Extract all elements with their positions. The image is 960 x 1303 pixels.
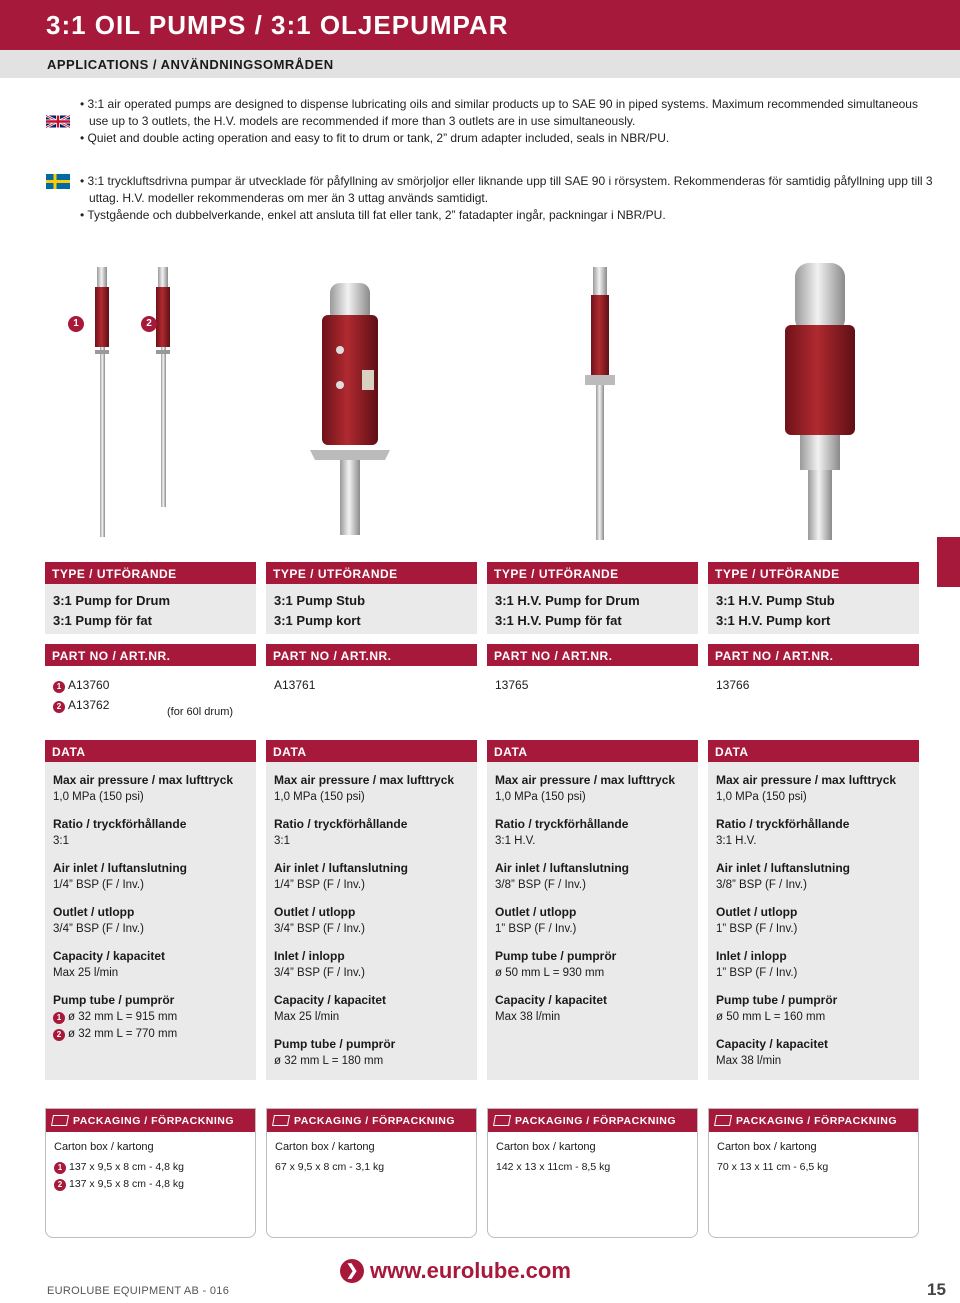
data-header: DATA [266,740,477,762]
data-value: 1,0 MPa (150 psi) [495,791,586,803]
data-value: 1” BSP (F / Inv.) [495,923,577,935]
data-label: Pump tube / pumprör [53,993,175,1007]
data-label: Max air pressure / max lufttryck [716,773,897,787]
intro-en-bullet: • Quiet and double acting operation and easy to fit to drum or tank, 2” drum adapter included, seals in NBR/PU. [80,131,670,145]
part-header: PART NO / ART.NR. [266,644,477,666]
pack-dims: 137 x 9,5 x 8 cm - 4,8 kg [69,1161,184,1173]
intro-sv-bullet: • Tystgående och dubbelverkande, enkel att ansluta till fat eller tank, 2” fatadapter ingår, packningar i NBR/PU. [80,208,666,222]
product-name-sv: 3:1 H.V. Pump för fat [495,613,622,628]
callout-2: 2 [141,316,157,332]
data-panel [708,762,919,1080]
packaging-header [46,1109,255,1132]
data-value: 3:1 H.V. [495,835,536,847]
data-value: 3:1 [53,835,69,847]
data-value: 3:1 [274,835,290,847]
data-value: ø 50 mm L = 930 mm [495,967,605,979]
badge-1: 1 [54,1162,66,1174]
product-name [266,584,477,634]
uk-flag-icon [46,114,70,129]
data-label: Inlet / inlopp [274,949,345,963]
pump-1-image [95,267,109,537]
part-header: PART NO / ART.NR. [487,644,698,666]
badge-1: 1 [53,1012,65,1024]
data-label: Outlet / utlopp [274,905,356,919]
carton-label: Carton box / kartong [717,1141,817,1153]
data-value: 1/4” BSP (F / Inv.) [53,879,144,891]
data-value: Max 25 l/min [53,967,119,979]
part-numbers [487,666,698,740]
product-name [45,584,256,634]
box-icon [272,1115,290,1126]
data-label: Ratio / tryckförhållande [716,817,850,831]
data-value: 3/4” BSP (F / Inv.) [274,923,365,935]
data-label: Max air pressure / max lufttryck [53,773,234,787]
part-numbers [45,666,256,740]
page-edge-tab [937,537,960,587]
product-photo [40,255,920,545]
part-no: A13760 [68,678,110,692]
part-header: PART NO / ART.NR. [45,644,256,666]
packaging-header [709,1109,918,1132]
footer-company: EUROLUBE EQUIPMENT AB - 016 [47,1285,230,1297]
data-label: Inlet / inlopp [716,949,787,963]
pump-4-image [585,267,615,540]
box-icon [493,1115,511,1126]
pump-2-image [156,267,170,507]
data-label: Pump tube / pumprör [716,993,838,1007]
page-title: 3:1 OIL PUMPS / 3:1 OLJEPUMPAR [46,10,509,40]
data-value: ø 50 mm L = 160 mm [716,1011,826,1023]
type-header: TYPE / UTFÖRANDE [266,562,477,584]
type-header: TYPE / UTFÖRANDE [45,562,256,584]
type-header: TYPE / UTFÖRANDE [708,562,919,584]
packaging-box-4 [708,1108,919,1238]
data-value: ø 32 mm L = 180 mm [274,1055,384,1067]
callout-1: 1 [68,316,84,332]
packaging-label: PACKAGING / FÖRPACKNING [736,1114,898,1127]
pack-dims: 142 x 13 x 11cm - 8,5 kg [496,1161,611,1173]
data-label: Pump tube / pumprör [274,1037,396,1051]
data-header: DATA [487,740,698,762]
part-numbers [708,666,919,740]
data-value: 1,0 MPa (150 psi) [53,791,144,803]
product-name-en: 3:1 Pump Stub [274,593,366,608]
data-value: 3:1 H.V. [716,835,757,847]
website-link[interactable] [340,1258,571,1284]
section-title: APPLICATIONS / ANVÄNDNINGSOMRÅDEN [47,57,334,72]
part-note: (for 60l drum) [167,706,234,718]
data-label: Capacity / kapacitet [716,1037,829,1051]
data-label: Outlet / utlopp [495,905,577,919]
product-column-3 [487,562,698,1080]
part-no: 13765 [495,678,529,692]
pump-3-image [310,283,390,535]
product-name-sv: 3:1 H.V. Pump kort [716,613,831,628]
product-column-1 [45,562,256,1080]
page-number: 15 [927,1280,946,1299]
badge-2: 2 [54,1179,66,1191]
part-numbers [266,666,477,740]
data-header: DATA [708,740,919,762]
data-value: ø 32 mm L = 770 mm [68,1028,178,1040]
intro-english [80,96,940,147]
data-label: Pump tube / pumprör [495,949,617,963]
data-value: 1,0 MPa (150 psi) [274,791,365,803]
data-value: ø 32 mm L = 915 mm [68,1011,178,1023]
pack-dims: 137 x 9,5 x 8 cm - 4,8 kg [69,1178,184,1190]
data-value: 3/8” BSP (F / Inv.) [495,879,586,891]
carton-label: Carton box / kartong [496,1141,596,1153]
data-label: Ratio / tryckförhållande [495,817,629,831]
data-panel [487,762,698,1080]
data-value: 3/8” BSP (F / Inv.) [716,879,807,891]
packaging-box-1 [45,1108,256,1238]
page-header [0,0,960,50]
part-header: PART NO / ART.NR. [708,644,919,666]
carton-label: Carton box / kartong [54,1141,154,1153]
product-name-sv: 3:1 Pump kort [274,613,361,628]
pack-dims: 70 x 13 x 11 cm - 6,5 kg [717,1161,829,1173]
pump-5-image [785,263,855,540]
data-label: Max air pressure / max lufttryck [495,773,676,787]
product-name-en: 3:1 H.V. Pump Stub [716,593,835,608]
data-value: 3/4” BSP (F / Inv.) [274,967,365,979]
intro-swedish [80,173,940,224]
data-value: 1/4” BSP (F / Inv.) [274,879,365,891]
carton-label: Carton box / kartong [275,1141,375,1153]
data-label: Ratio / tryckförhållande [274,817,408,831]
data-label: Capacity / kapacitet [495,993,608,1007]
data-value: Max 38 l/min [716,1055,782,1067]
product-name [708,584,919,634]
part-no: A13761 [274,678,316,692]
data-panel [266,762,477,1080]
data-panel [45,762,256,1080]
data-label: Air inlet / luftanslutning [716,861,850,875]
type-header: TYPE / UTFÖRANDE [487,562,698,584]
data-value: Max 38 l/min [495,1011,561,1023]
packaging-header [488,1109,697,1132]
data-value: 1” BSP (F / Inv.) [716,923,798,935]
product-name [487,584,698,634]
pack-dims: 67 x 9,5 x 8 cm - 3,1 kg [275,1161,385,1173]
packaging-label: PACKAGING / FÖRPACKNING [515,1114,677,1127]
data-value: Max 25 l/min [274,1011,340,1023]
packaging-header [267,1109,476,1132]
data-label: Outlet / utlopp [53,905,135,919]
badge-2: 2 [53,701,65,713]
data-label: Capacity / kapacitet [274,993,387,1007]
website-text: www.eurolube.com [370,1258,571,1283]
intro-en-bullet: • 3:1 air operated pumps are designed to dispense lubricating oils and similar products up to SAE 90 in piped systems. Maximum recommended simultaneous use up to 3 outlets, the H.V. models are recommended if more than 3 outlets are in use simultaneously. [80,97,918,128]
data-label: Capacity / kapacitet [53,949,166,963]
data-label: Max air pressure / max lufttryck [274,773,455,787]
data-value: 3/4” BSP (F / Inv.) [53,923,144,935]
data-value: 1” BSP (F / Inv.) [716,967,798,979]
part-no: A13762 [68,698,110,712]
badge-2: 2 [53,1029,65,1041]
packaging-box-2 [266,1108,477,1238]
box-icon [51,1115,69,1126]
product-column-4 [708,562,919,1080]
data-label: Air inlet / luftanslutning [274,861,408,875]
badge-1: 1 [53,681,65,693]
arrow-right-icon: ❯ [340,1259,364,1283]
packaging-label: PACKAGING / FÖRPACKNING [294,1114,456,1127]
data-label: Ratio / tryckförhållande [53,817,187,831]
packaging-box-3 [487,1108,698,1238]
product-name-en: 3:1 H.V. Pump for Drum [495,593,640,608]
product-column-2 [266,562,477,1080]
box-icon [714,1115,732,1126]
data-header: DATA [45,740,256,762]
data-value: 1,0 MPa (150 psi) [716,791,807,803]
part-no: 13766 [716,678,750,692]
product-name-en: 3:1 Pump for Drum [53,593,171,608]
data-label: Outlet / utlopp [716,905,798,919]
data-label: Air inlet / luftanslutning [495,861,629,875]
section-bar [0,50,960,78]
intro-sv-bullet: • 3:1 tryckluftsdrivna pumpar är utvecklade för påfyllning av smörjoljor eller liknande upp till SAE 90 i rörsystem. Rekommenderas för samtidig påfyllning upp till 3 uttag. H.V. modeller rekommenderas om mer än 3 uttag används samtidigt. [80,174,933,205]
product-name-sv: 3:1 Pump för fat [53,613,152,628]
packaging-label: PACKAGING / FÖRPACKNING [73,1114,235,1127]
sweden-flag-icon [46,174,70,189]
data-label: Air inlet / luftanslutning [53,861,187,875]
